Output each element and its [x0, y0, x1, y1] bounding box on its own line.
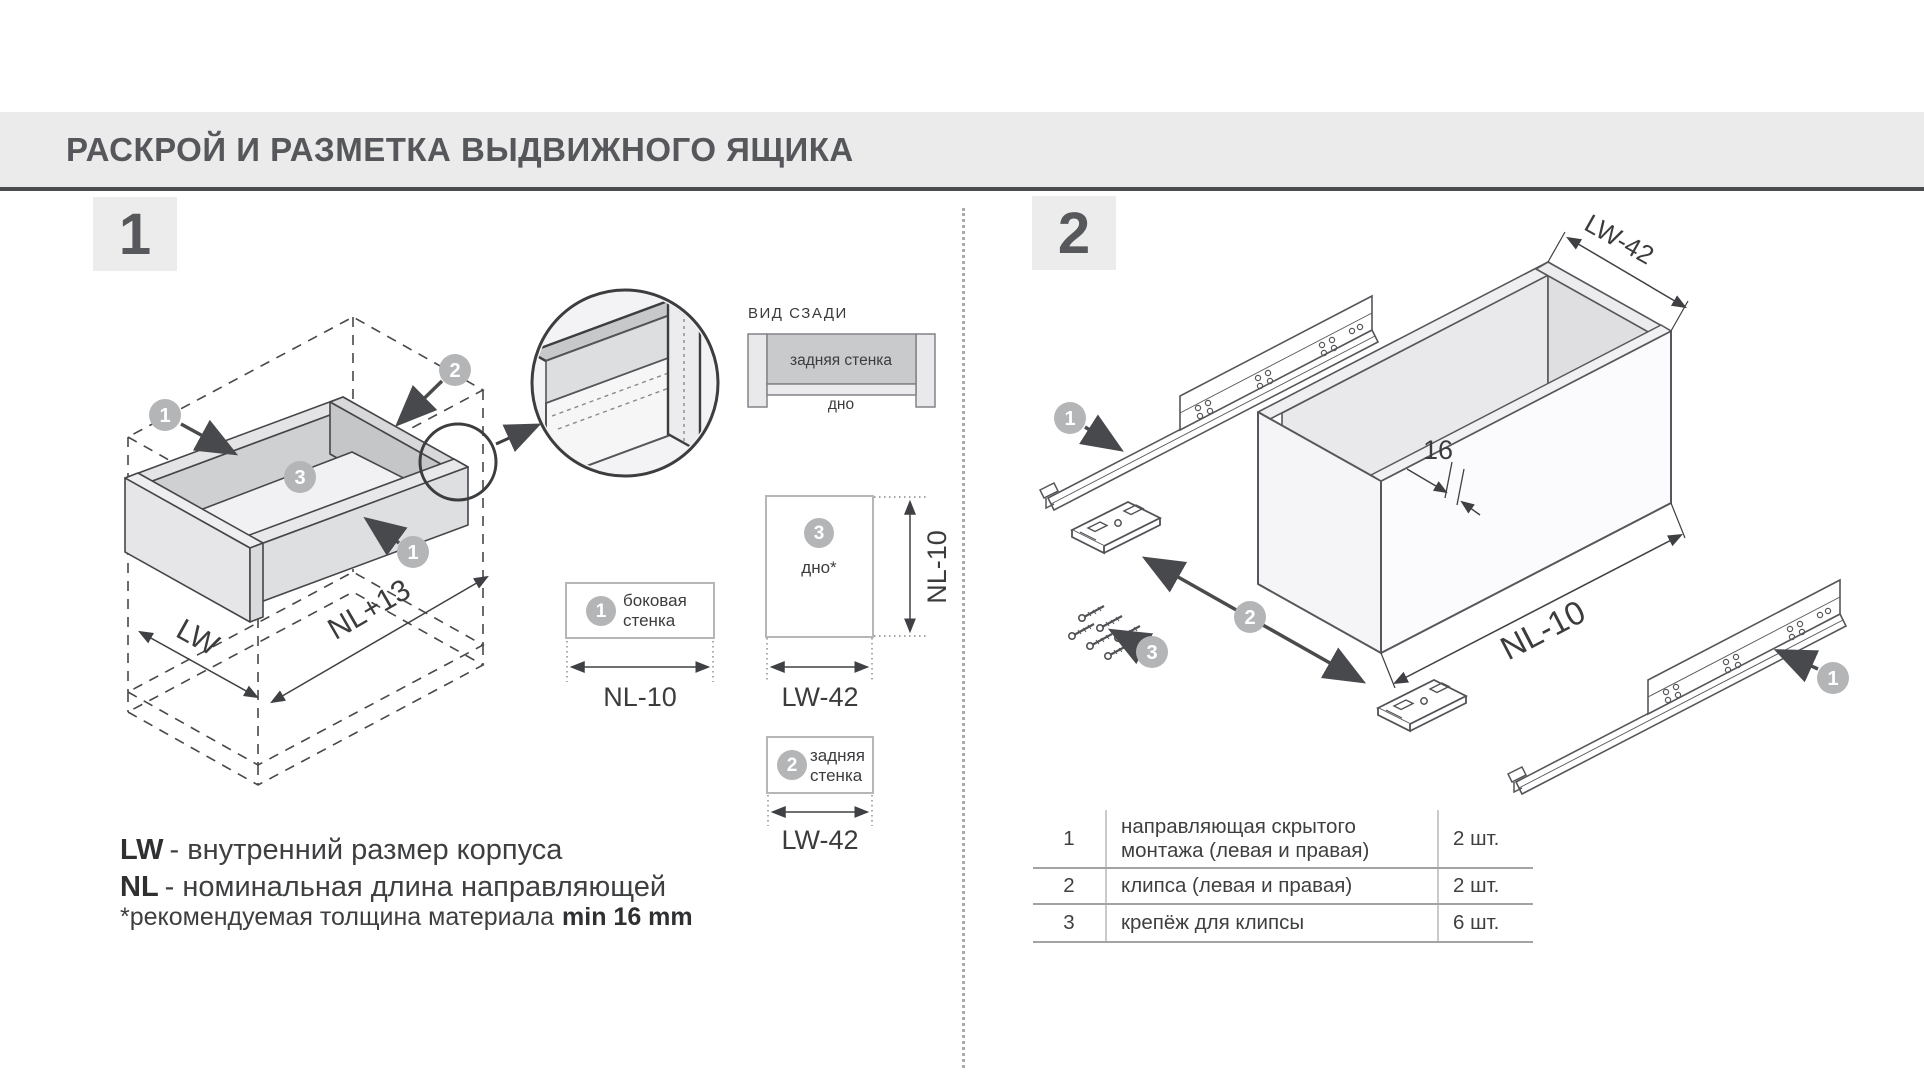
- legend-nl-term: NL: [120, 871, 159, 903]
- dim-nl13-label: NL+13: [322, 573, 417, 647]
- section-1-number: 1: [93, 197, 177, 271]
- callout-rail-right-num: 1: [1827, 668, 1839, 690]
- dim-nl13: [272, 573, 487, 702]
- card-bottom-label: дно*: [801, 558, 837, 577]
- card-back-label-1: задняя: [810, 746, 865, 765]
- legend-lw-term: LW: [120, 834, 164, 866]
- legend-lw-desc: - внутренний размер корпуса: [169, 834, 563, 866]
- clip-screws: [1069, 606, 1140, 659]
- card-bottom-dim-h: LW-42: [781, 682, 859, 712]
- clip-right: [1378, 680, 1466, 731]
- part-number: 1: [1063, 826, 1075, 850]
- card-back-num: 2: [786, 755, 798, 776]
- drawer-cutting-diagram: [0, 200, 1000, 882]
- legend-note-text: *рекомендуемая толщина материала: [120, 903, 555, 931]
- rear-bottom-label: дно: [827, 396, 855, 413]
- part-name: направляющая скрытого монтажа (левая и правая): [1105, 810, 1437, 867]
- rear-view-title: ВИД СЗАДИ: [748, 305, 848, 322]
- rear-left-post: [748, 334, 767, 407]
- drawer-isometric: [125, 397, 468, 622]
- callout-rail-right: [1780, 652, 1849, 694]
- rails-mounting-diagram: [960, 160, 1924, 810]
- dim-lw-label: LW: [170, 612, 225, 663]
- rear-bottom-strip: [767, 384, 916, 395]
- legend-nl: [120, 871, 666, 904]
- magnifier-arrow: [496, 426, 536, 444]
- card-back-label-2: стенка: [810, 766, 863, 785]
- callout-3: [284, 461, 316, 493]
- part-qty: 2 шт.: [1437, 869, 1531, 903]
- callout-1-left: [149, 399, 232, 452]
- card-side-wall: [566, 583, 714, 712]
- table-row: [1033, 810, 1533, 869]
- legend-note: [120, 903, 693, 932]
- callout-screws: [1114, 632, 1168, 668]
- rear-right-post: [916, 334, 935, 407]
- card-back-dim: LW-42: [781, 825, 859, 855]
- callout-screws-num: 3: [1146, 642, 1158, 664]
- callout-3-num: 3: [294, 467, 306, 489]
- card-bottom-panel: [766, 496, 952, 712]
- rear-view: [748, 305, 935, 413]
- callout-rail-left-num: 1: [1064, 408, 1076, 430]
- table-row: [1033, 869, 1533, 905]
- part-name: крепёж для клипсы: [1105, 905, 1437, 941]
- page-title: РАСКРОЙ И РАЗМЕТКА ВЫДВИЖНОГО ЯЩИКА: [66, 131, 854, 168]
- parts-table: [1033, 810, 1533, 943]
- legend-note-bold: min 16 mm: [562, 903, 693, 931]
- table-row: [1033, 905, 1533, 943]
- part-number: 2: [1063, 874, 1075, 898]
- drawer-box: [1258, 262, 1671, 653]
- callout-2-num: 2: [449, 360, 461, 382]
- callout-clips-num: 2: [1244, 607, 1256, 629]
- dim-nl10-label: NL-10: [1494, 592, 1592, 667]
- callout-rail-left: [1054, 402, 1118, 448]
- section-2-number: 2: [1032, 196, 1116, 270]
- legend-lw: [120, 834, 562, 867]
- card-side-label-2: стенка: [623, 611, 676, 630]
- dim-lw: [140, 613, 257, 697]
- part-name: клипса (левая и правая): [1105, 869, 1437, 903]
- part-number: 3: [1063, 911, 1075, 935]
- front-panel-edge: [250, 543, 263, 622]
- card-bottom-dim-v: NL-10: [922, 530, 952, 604]
- callout-1-bottom-num: 1: [407, 542, 419, 564]
- callout-1-left-num: 1: [159, 405, 171, 427]
- clip-left: [1072, 502, 1160, 553]
- card-bottom-num: 3: [813, 523, 825, 544]
- card-side-dim: NL-10: [603, 682, 677, 712]
- legend-nl-desc: - номинальная длина направляющей: [164, 871, 667, 903]
- part-qty: 6 шт.: [1437, 905, 1531, 941]
- card-side-num: 1: [595, 601, 607, 622]
- card-side-label-1: боковая: [623, 591, 687, 610]
- card-back-wall: [767, 737, 873, 855]
- rear-back-wall-label: задняя стенка: [789, 352, 893, 369]
- dim-lw42-label: LW-42: [1579, 207, 1660, 271]
- dim-16-label: 16: [1422, 435, 1454, 465]
- part-qty: 2 шт.: [1437, 810, 1531, 867]
